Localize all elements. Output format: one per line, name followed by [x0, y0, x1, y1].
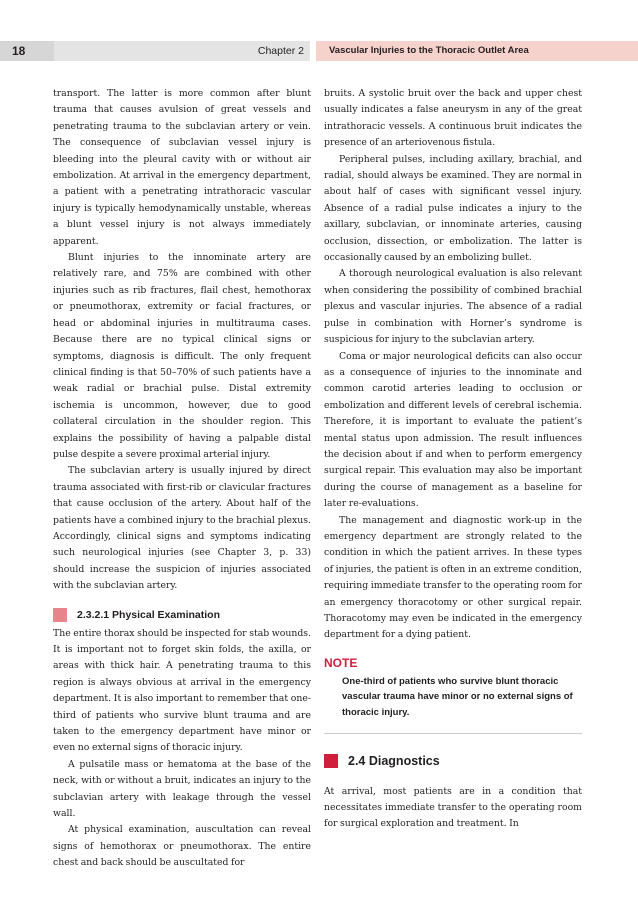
section-title: 2.4 Diagnostics: [348, 753, 440, 768]
note-label: NOTE: [324, 655, 358, 670]
section-heading: [324, 752, 582, 770]
paragraph: The management and diagnostic work-up in the emergency department are strongly related to the condition in which the patient arrives. In these types of injuries, the patient is often in an extreme condition, requiring immediate transfer to the operating room for an emergency thoracotomy or other surgical repair. Thoracotomy may even be indicated in the emergency department for a dying patient.: [324, 514, 582, 641]
paragraph: Blunt injuries to the innominate artery are relatively rare, and 75% are combined with other injuries such as rib fractures, flail chest, hemothorax or pneumothorax, extremity or facial fractures, or head or abdominal injuries in multitrauma cases. Because there are no typical clinical signs or symptoms, diagnosis is difficult. The only frequent clinical finding is that 50–70% of such patients have a weak radial or brachial pulse. Distal extremity ischemia is uncommon, however, due to good collateral circulation in the shoulder region. This explains the possibility of having a palpable distal pulse despite a severe proximal arterial injury.: [53, 252, 311, 460]
note-text: One-third of patients who survive blunt thoracic vascular trauma have minor or no external signs of thoracic injury.: [342, 675, 573, 718]
chapter-label: Chapter 2: [54, 41, 310, 61]
paragraph: The subclavian artery is usually injured by direct trauma associated with first-rib or clavicular fractures that cause occlusion of the artery. About half of the patients have a combined injury to the brachial plexus. Accordingly, clinical signs and symptoms indicating such neurological injuries (see Chapter 3, p. 33) should increase the suspicion of injuries associated with the subclavian artery.: [53, 465, 311, 592]
page-header: [0, 41, 638, 61]
paragraph: A pulsatile mass or hematoma at the base of the neck, with or without a bruit, indicates an injury to the subclavian artery with leakage through the vessel wall.: [53, 758, 311, 820]
subsection-heading: [53, 607, 311, 623]
heading-marker-icon: [53, 608, 67, 622]
note-divider: [324, 733, 582, 734]
paragraph: Peripheral pulses, including axillary, brachial, and radial, should always be examined. They are normal in about half of cases with significant vessel injury. Absence of a radial pulse indicates a injury to the axillary, subclavian, or innominate arteries, causing occlusion, dissection, or embolization. The latter is occasionally caused by an embolizing bullet.: [324, 153, 582, 264]
paragraph: transport. The latter is more common after blunt trauma that causes avulsion of great vessels and penetrating trauma to the subclavian artery or vein. The consequence of subclavian vessel injury is bleeding into the pleural cavity with or without air embolization. At arrival in the emergency department, a patient with a penetrating intrathoracic vascular injury is typically hemodynamically unstable, whereas a blunt vessel injury is not always immediately apparent.: [53, 88, 311, 247]
page-number: 18: [0, 41, 54, 61]
paragraph: The entire thorax should be inspected for stab wounds. It is important not to forget skin folds, the axilla, or areas with thick hair. A penetrating trauma to this region is always obvious at arrival in the emergency department. It is also important to remember that one-third of patients who survive blunt trauma and are taken to the emergency department have minor or even no external signs of thoracic injury.: [53, 627, 311, 754]
paragraph: A thorough neurological evaluation is also relevant when considering the possibility of combined brachial plexus and vascular injuries. The absence of a radial pulse in combination with Horner’s syndrome is suspicious for injury to the subclavian artery.: [324, 268, 582, 346]
running-title: Vascular Injuries to the Thoracic Outlet Area: [316, 41, 638, 61]
heading-marker-icon: [324, 754, 338, 768]
paragraph: bruits. A systolic bruit over the back and upper chest usually indicates a false aneurysm in any of the great intrathoracic vessels. A continuous bruit indicates the presence of an arteriovenous fistula.: [324, 88, 582, 149]
right-column: [324, 86, 582, 833]
paragraph: At physical examination, auscultation can reveal signs of hemothorax or pneumothorax. The entire chest and back should be auscultated for: [53, 824, 311, 869]
paragraph: At arrival, most patients are in a condition that necessitates immediate transfer to the operating room for surgical exploration and treatment. In: [324, 785, 582, 830]
subsection-title: 2.3.2.1 Physical Examination: [77, 608, 220, 621]
paragraph: Coma or major neurological deficits can also occur as a consequence of injuries to the innominate and common carotid arteries leading to occlusion or embolization and different levels of cerebral ischemia. Therefore, it is important to evaluate the patient’s mental status upon admission. The result influences the decision about if and when to perform emergency surgical repair. This evaluation may also be important during the course of management as a baseline for later re-evaluations.: [324, 350, 582, 510]
left-column: [53, 86, 311, 872]
